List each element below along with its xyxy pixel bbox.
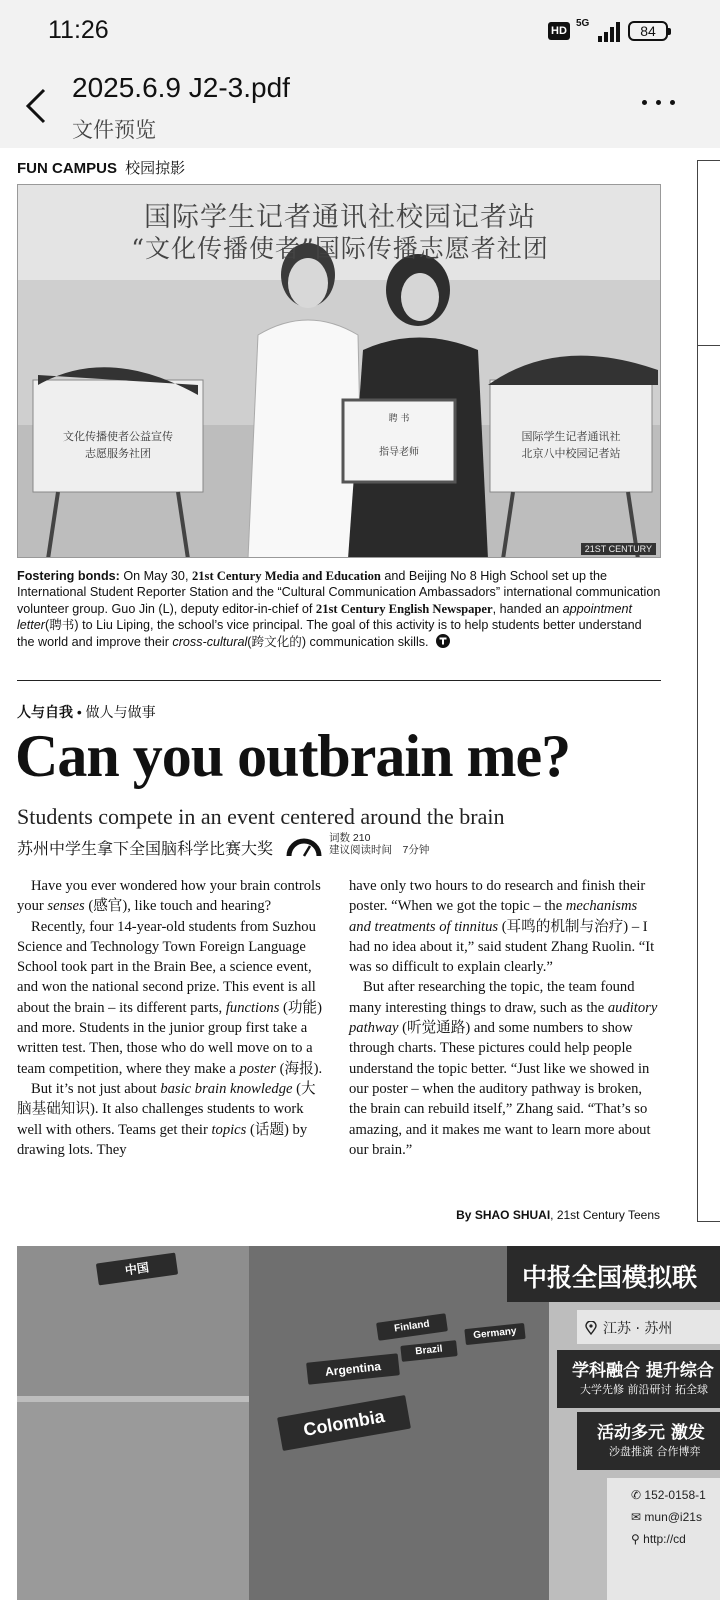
country-placard: 中国 — [96, 1253, 178, 1286]
reading-meta — [329, 832, 429, 856]
country-placard: Finland — [376, 1313, 448, 1341]
article-headline: Can you outbrain me? — [15, 723, 571, 789]
battery-icon: 84 — [628, 21, 668, 41]
paragraph: Have you ever wondered how your brain controls your senses (感官), like touch and hearing? — [17, 878, 321, 915]
phone-icon: ✆ — [631, 1488, 642, 1502]
ad-email — [631, 1510, 702, 1524]
country-placard: Argentina — [306, 1353, 400, 1384]
caption-term-cn: (聘书) — [45, 618, 79, 633]
ad-email-text: mun@i21s — [644, 1510, 702, 1524]
document-title: 2025.6.9 J2-3.pdf — [72, 72, 290, 103]
country-placard: Brazil — [400, 1340, 457, 1362]
caption-text: On May 30, — [119, 569, 192, 583]
photo-caption — [17, 568, 661, 650]
ad-feature-2-title: 活动多元 激发 — [597, 1423, 705, 1443]
signal-icon — [598, 22, 620, 42]
article-column-2 — [349, 876, 661, 1160]
reading-time: 建议阅读时间 7分钟 — [329, 844, 430, 856]
kicker-category: 人与自我 — [17, 704, 73, 720]
adjacent-column-edge — [697, 160, 720, 1222]
more-options-icon[interactable] — [640, 92, 680, 112]
caption-term-cn: (跨文化的) — [247, 634, 307, 649]
end-mark-icon — [436, 634, 450, 648]
ad-url-text: http://cd — [643, 1532, 686, 1546]
svg-text:聘 书: 聘 书 — [388, 414, 410, 424]
caption-org: 21st Century Media and Education — [191, 569, 381, 583]
caption-text: , handed an — [492, 601, 563, 616]
byline-source: , 21st Century Teens — [550, 1208, 660, 1222]
ad-title: 中报全国模拟联 — [522, 1263, 698, 1292]
back-icon[interactable] — [22, 86, 56, 126]
hd-icon: HD — [548, 22, 570, 40]
section-divider — [17, 680, 661, 681]
ad-phone — [631, 1488, 706, 1502]
svg-text:北京八中校园记者站: 北京八中校园记者站 — [521, 447, 621, 460]
ad-phone-text: 152-0158-1 — [644, 1488, 706, 1502]
photo-banner-line2: “文化传播使者”国际传播志愿者社团 — [131, 234, 549, 263]
network-type: 5G — [576, 18, 590, 29]
svg-text:文化传播使者公益宣传: 文化传播使者公益宣传 — [63, 430, 173, 443]
advertisement — [17, 1246, 720, 1600]
ad-url — [631, 1532, 686, 1546]
ad-feature-2-sub: 沙盘推演 合作博弈 — [609, 1445, 701, 1458]
photo-credit: 21ST CENTURY — [581, 543, 656, 555]
kicker-subcategory: • 做人与做事 — [73, 704, 156, 720]
clock: 11:26 — [48, 16, 109, 44]
caption-term: cross-cultural — [172, 634, 248, 649]
caption-text: and Beijing No 8 High School set up the International Student Reporter Station and the “Cultural Communication Ambassadors” international communication volunteer group. Guo Jin (L), deputy editor-in-chief of — [17, 569, 661, 616]
paragraph: But after researching the topic, the team found many interesting things to draw, such as the auditory pathway (听觉通路) and some numbers to show through charts. These pictures could help people understand the topic better. “Just like we showed in our poster – when the auditory pathway is broken, the brain can rebuild itself,” Zhang said. “That’s so amazing, and it makes me want to learn more about our brain.” — [349, 979, 658, 1158]
location-pin-icon — [585, 1321, 597, 1335]
photo-banner-line1: 国际学生记者通讯社校园记者站 — [144, 202, 536, 233]
section-label — [17, 157, 185, 178]
paragraph: have only two hours to do research and finish their poster. “When we got the topic – the mechanisms and treatments of tinnitus (耳鸣的机制与治疗) – I had no idea about it,” said student Zhang Ruolin. “It was so difficult to explain clearly.” — [349, 878, 655, 976]
svg-text:指导老师: 指导老师 — [379, 447, 419, 458]
ad-location — [585, 1318, 672, 1338]
ad-feature-1-title: 学科融合 提升综合 — [572, 1361, 714, 1381]
ad-feature-1-sub: 大学先修 前沿研讨 拓全球 — [580, 1383, 708, 1396]
status-bar — [0, 0, 720, 64]
paragraph: Recently, four 14-year-old students from Suzhou Science and Technology Town Foreign Language School took part in the Brain Bee, a science event, and won the national second prize. This event is all about the brain – its different parts, functions (功能) and more. Students in the junior group first take a written test. Then, those who do well move on to a team competition, where they make a poster (海报). — [17, 918, 323, 1077]
caption-term: appointment letter — [17, 601, 632, 633]
svg-text:志愿服务社团: 志愿服务社团 — [85, 447, 151, 460]
section-label-en: FUN CAMPUS — [17, 160, 117, 177]
word-count: 词数 210 — [329, 832, 371, 844]
news-photo — [17, 184, 661, 558]
article-byline — [456, 1208, 660, 1222]
caption-text: to Liu Liping, the school’s vice principal. The goal of this activity is to help students better understand the world and improve their — [17, 618, 642, 649]
ad-photo-group — [17, 1402, 287, 1600]
mail-icon: ✉ — [631, 1510, 642, 1524]
article-column-1 — [17, 876, 329, 1160]
caption-lead: Fostering bonds: — [17, 569, 120, 583]
svg-text:国际学生记者通讯社: 国际学生记者通讯社 — [521, 430, 621, 443]
article-deck-cn: 苏州中学生拿下全国脑科学比赛大奖 — [17, 841, 274, 858]
article-kicker — [17, 702, 156, 722]
country-placard: Colombia — [277, 1395, 411, 1451]
document-subtitle: 文件预览 — [72, 119, 156, 142]
paragraph: But it’s not just about basic brain knowledge (大脑基础知识). It also challenges students to work well with others. Teams get their topics (话题) by drawing lots. They — [17, 1080, 316, 1158]
byline-name: By SHAO SHUAI — [456, 1208, 551, 1222]
caption-text: communication skills. — [306, 634, 429, 649]
section-label-cn: 校园掠影 — [125, 160, 186, 177]
search-icon: ⚲ — [631, 1532, 640, 1546]
article-deck: Students compete in an event centered around the brain — [17, 804, 505, 829]
gauge-icon — [286, 836, 322, 858]
ad-location-text: 江苏 · 苏州 — [603, 1321, 673, 1337]
country-placard: Germany — [464, 1323, 525, 1345]
caption-paper: 21st Century English Newspaper — [315, 601, 493, 616]
